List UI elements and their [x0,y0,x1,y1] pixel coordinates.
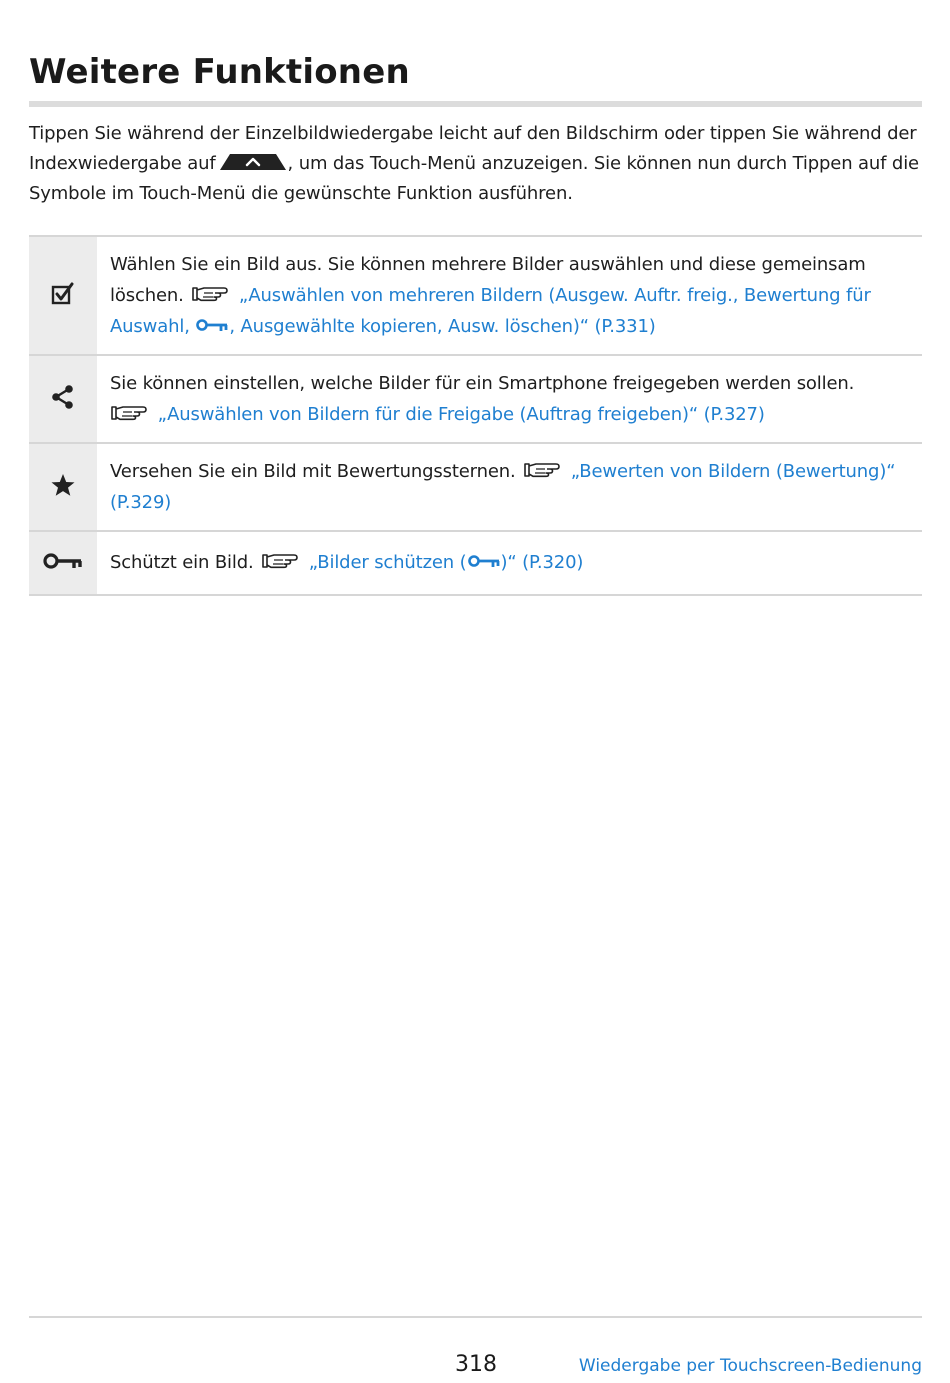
function-description [97,237,922,354]
description-line: Sie können einstellen, welche Bilder für ein Smartphone freigegeben werden sollen. [110,373,855,394]
intro-line-2-before: Indexwiedergabe auf [29,153,216,174]
function-row-select [29,237,922,356]
function-icon-cell [29,532,97,594]
function-description [97,444,922,530]
share-icon [50,384,76,414]
function-row-rating [29,444,922,532]
section-name-link[interactable]: Wiedergabe per Touchscreen-Bedienung [578,1356,922,1376]
cross-reference-link[interactable]: „Auswählen von mehreren Bildern (Ausgew. Auftr. freig., Bewertung für [238,285,871,306]
description-text: Schützt ein Bild. [110,552,254,573]
function-description [97,356,922,442]
description-line [110,311,922,342]
description-text: Versehen Sie ein Bild mit Bewertungssternen. [110,461,516,482]
page-number: 318 [455,1352,497,1377]
cross-reference-link-part[interactable]: Auswahl, [110,316,190,337]
pointing-hand-icon [191,281,229,299]
function-row-share [29,356,922,444]
description-line [110,280,922,311]
description-line [110,487,922,518]
footer-divider [29,1316,922,1318]
intro-paragraph [29,119,922,209]
key-icon [468,547,500,561]
page-title: Weitere Funktionen [29,52,410,92]
checkbox-checked-icon [50,281,76,311]
title-divider [29,101,922,107]
intro-line-1: Tippen Sie während der Einzelbildwiedergabe leicht auf den Bildschirm oder tippen Sie während der [29,123,917,144]
description-line [110,547,922,578]
pointing-hand-icon [523,457,561,475]
description-text: löschen. [110,285,184,306]
cross-reference-link-part[interactable]: , Ausgewählte kopieren, Ausw. löschen)“ (P.331) [229,316,656,337]
function-row-protect [29,532,922,596]
cross-reference-link-part[interactable]: „Bilder schützen ( [308,552,467,573]
star-icon [50,472,76,502]
key-icon [196,311,228,325]
description-line [110,399,922,430]
cross-reference-link[interactable]: „Bewerten von Bildern (Bewertung)“ [570,461,896,482]
function-icon-cell [29,237,97,354]
key-icon [43,551,83,575]
intro-line-2 [29,149,922,179]
pointing-hand-icon [261,548,299,566]
function-table [29,235,922,596]
function-icon-cell [29,356,97,442]
function-icon-cell [29,444,97,530]
function-description [97,532,922,594]
cross-reference-link[interactable]: „Auswählen von Bildern für die Freigabe (Auftrag freigeben)“ (P.327) [157,404,765,425]
description-line [110,456,922,487]
up-chevron-tab-icon [220,153,286,171]
description-line: Wählen Sie ein Bild aus. Sie können mehrere Bilder auswählen und diese gemeinsam [110,254,866,275]
cross-reference-link-part[interactable]: )“ (P.320) [500,552,584,573]
intro-line-2-after: , um das Touch-Menü anzuzeigen. Sie können nun durch Tippen auf die [287,153,919,174]
intro-line-3: Symbole im Touch-Menü die gewünschte Funktion ausführen. [29,183,573,204]
pointing-hand-icon [110,400,148,418]
cross-reference-page[interactable]: (P.329) [110,492,172,513]
